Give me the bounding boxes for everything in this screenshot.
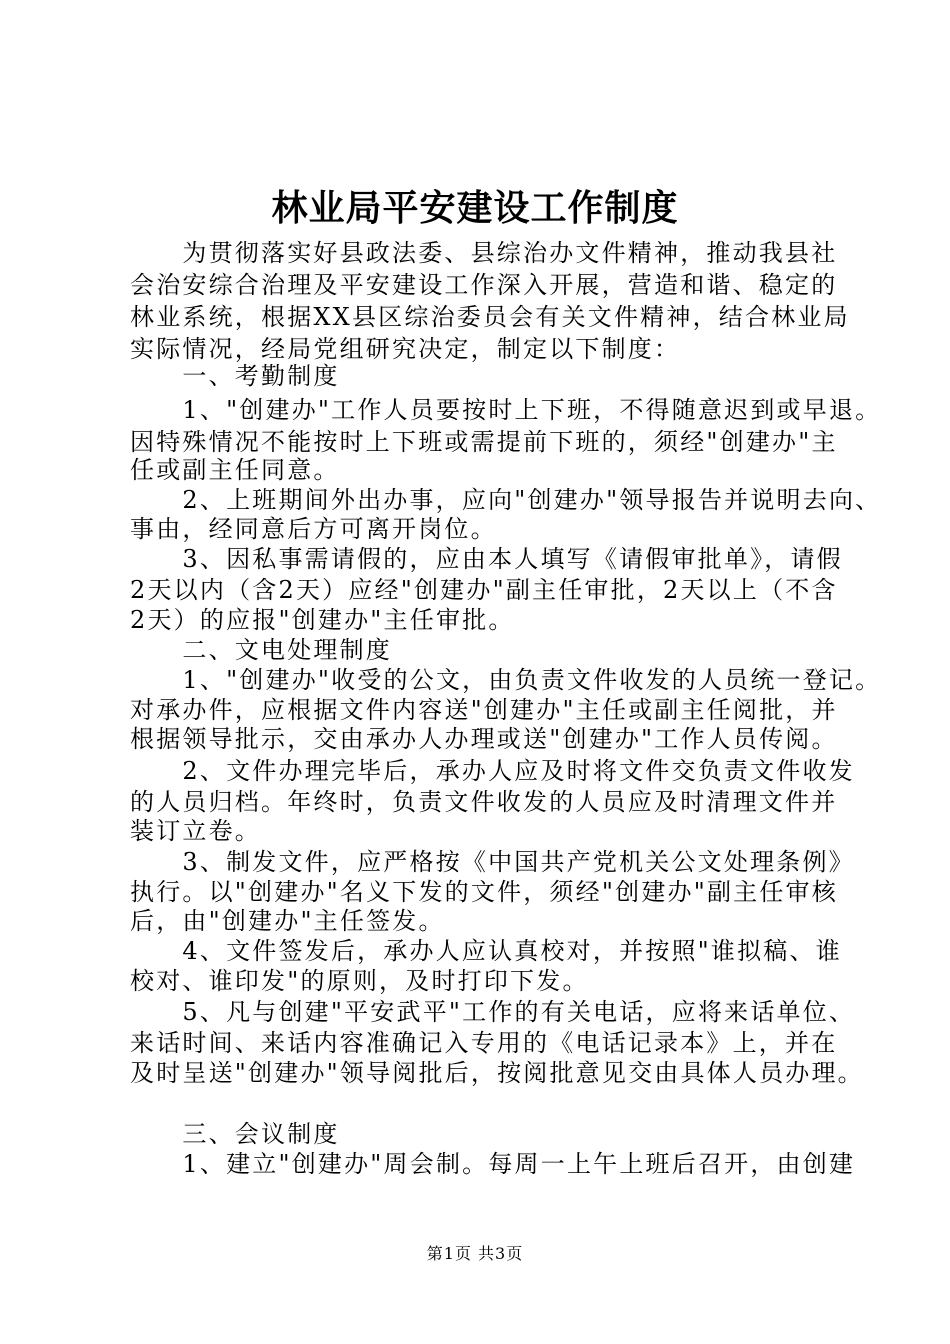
body-line: 林业系统，根据XX县区综治委员会有关文件精神，结合林业局 xyxy=(130,303,850,331)
body-line: 任或副主任同意。 xyxy=(130,456,340,484)
section-heading: 一、考勤制度 xyxy=(130,362,340,390)
body-line: 装订立卷。 xyxy=(130,817,261,845)
body-line: 4、文件签发后，承办人应认真校对，并按照"谁拟稿、谁 xyxy=(130,937,842,965)
document-title: 林业局平安建设工作制度 xyxy=(271,187,679,229)
body-line: 为贯彻落实好县政法委、县综治办文件精神，推动我县社 xyxy=(130,239,838,267)
section-heading: 二、文电处理制度 xyxy=(130,636,392,664)
body-line: 3、制发文件，应严格按《中国共产党机关公文处理条例》 xyxy=(130,848,855,876)
body-line: 事由，经同意后方可离开岗位。 xyxy=(130,515,497,543)
body-line: 及时呈送"创建办"领导阅批后，按阅批意见交由具体人员办理。 xyxy=(130,1059,864,1087)
body-line: 会治安综合治理及平安建设工作深入开展，营造和谐、稳定的 xyxy=(130,271,838,299)
body-line: 执行。以"创建办"名义下发的文件，须经"创建办"副主任审核 xyxy=(130,878,838,906)
body-line: 根据领导批示，交由承办人办理或送"创建办"工作人员传阅。 xyxy=(130,725,838,753)
body-line: 的人员归档。年终时，负责文件收发的人员应及时清理文件并 xyxy=(130,788,838,816)
body-line: 2、文件办理完毕后，承办人应及时将文件交负责文件收发 xyxy=(130,757,855,785)
body-line: 2天）的应报"创建办"主任审批。 xyxy=(130,606,515,634)
body-line: 5、凡与创建"平安武平"工作的有关电话，应将来话单位、 xyxy=(130,998,856,1026)
page-number: 第1页 共3页 xyxy=(426,1244,524,1263)
body-line: 因特殊情况不能按时上下班或需提前下班的，须经"创建办"主 xyxy=(130,428,838,456)
body-line: 校对、谁印发"的原则，及时打印下发。 xyxy=(130,967,589,995)
body-line: 2、上班期间外出办事，应向"创建办"领导报告并说明去向、 xyxy=(130,486,882,514)
section-heading: 三、会议制度 xyxy=(130,1120,340,1148)
body-line: 对承办件，应根据文件内容送"创建办"主任或副主任阅批，并 xyxy=(130,696,838,724)
body-line: 1、"创建办"收受的公文，由负责文件收发的人员统一登记。 xyxy=(130,666,882,694)
body-line: 1、"创建办"工作人员要按时上下班，不得随意迟到或早退。 xyxy=(130,396,882,424)
body-line: 3、因私事需请假的，应由本人填写《请假审批单》，请假 xyxy=(130,545,843,573)
body-line: 2天以内（含2天）应经"创建办"副主任审批，2天以上（不含 xyxy=(130,576,838,604)
body-line: 来话时间、来话内容准确记入专用的《电话记录本》上，并在 xyxy=(130,1029,838,1057)
body-line: 实际情况，经局党组研究决定，制定以下制度： xyxy=(130,335,681,363)
body-line: 1、建立"创建办"周会制。每周一上午上班后召开，由创建 xyxy=(130,1150,856,1178)
body-line: 后，由"创建办"主任签发。 xyxy=(130,907,445,935)
